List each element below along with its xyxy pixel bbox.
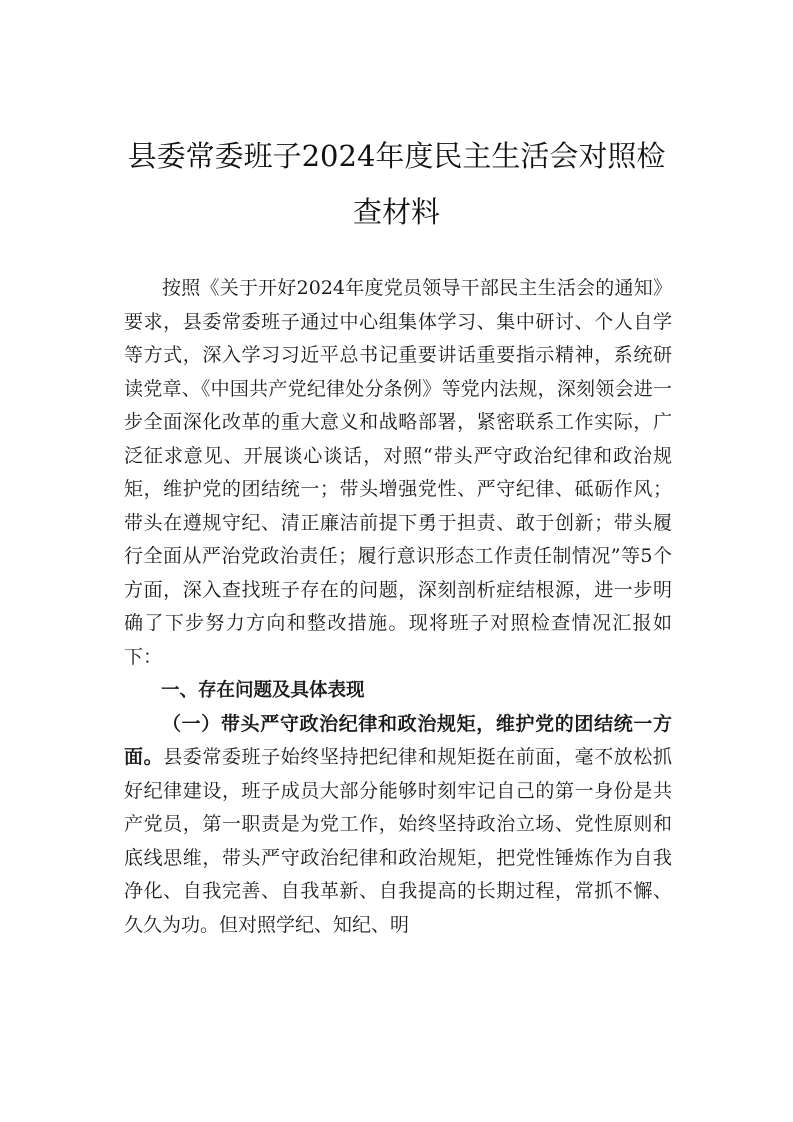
section-heading: 一、存在问题及具体表现: [161, 680, 365, 701]
title-line-1: 县委常委班子2024年度民主生活会对照检: [127, 139, 666, 173]
section-1-paragraph: [124, 708, 672, 943]
intro-paragraph: 按照《关于开好2024年度党员领导干部民主生活会的通知》要求，县委常委班子通过中心组集体学习、集中研讨、个人自学等方式，深入学习习近平总书记重要讲话重要指示精神，系统研读党章、《中国共产党纪律处分条例》等党内法规，深刻领会进一步全面深化改革的重大意义和战略部署，紧密联系工作实际，广泛征求意见、开展谈心谈话，对照“带头严守政治纪律和政治规矩，维护党的团结统一；带头增强党性、严守纪律、砥砺作风；带头在遵规守纪、清正廉洁前提下勇于担责、敢于创新；带头履行全面从严治党政治责任；履行意识形态工作责任制情况”等5个方面，深入查找班子存在的问题，深刻剖析症结根源，进一步明确了下步努力方向和整改措施。现将班子对照检查情况汇报如下：: [124, 277, 672, 668]
document-title: [120, 128, 673, 240]
title-line-2: 查材料: [352, 195, 440, 229]
section-1-text: 县委常委班子始终坚持把纪律和规矩挺在前面，毫不放松抓好纪律建设，班子成员大部分能够时刻牢记自己的第一身份是共产党员，第一职责是为党工作，始终坚持政治立场、党性原则和底线思维，带头严守政治纪律和政治规矩，把党性锤炼作为自我净化、自我完善、自我革新、自我提高的长期过程，常抓不懈、久久为功。但对照学纪、知纪、明: [124, 746, 672, 936]
section-1-lead: （一）带头严守政治纪律和政治规矩，维护党的团结统一方面。: [124, 712, 672, 768]
document-body: [124, 272, 672, 942]
